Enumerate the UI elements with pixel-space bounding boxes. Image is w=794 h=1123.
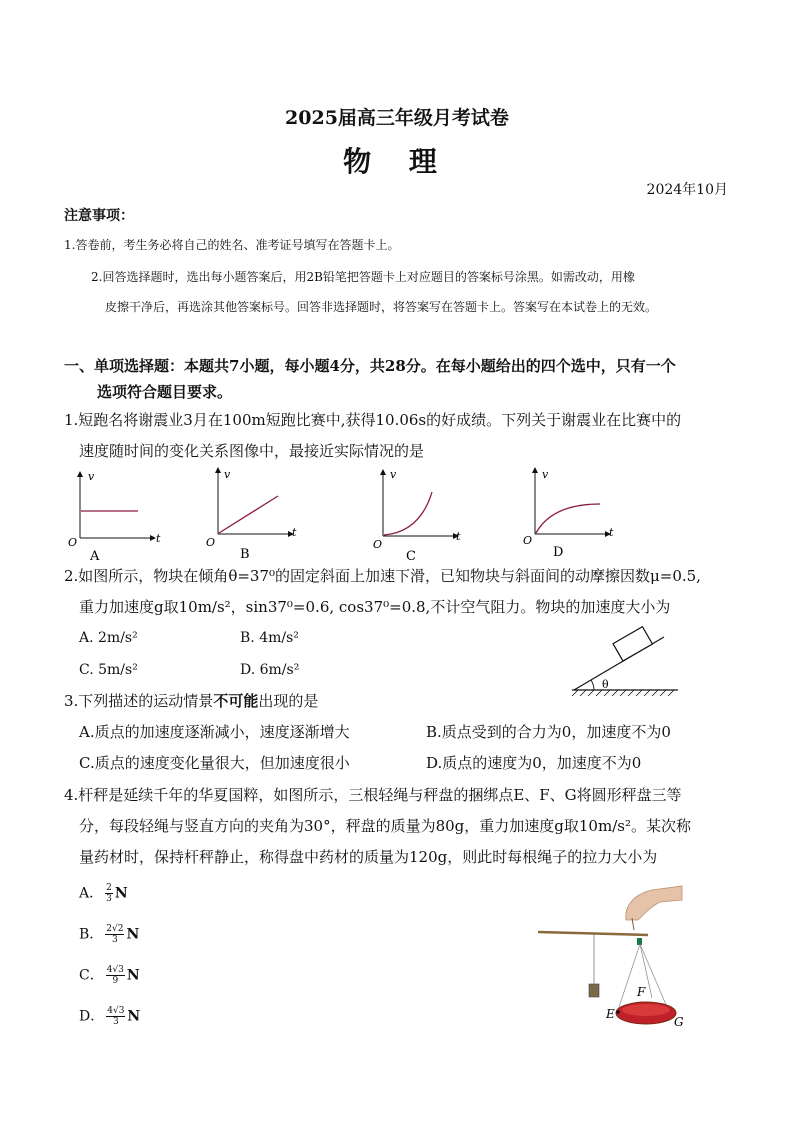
note-1: 1.答卷前，考生务必将自己的姓名、准考证号填写在答题卡上。 bbox=[64, 238, 400, 252]
q4-option-d[interactable]: D． $\frac{4√3}{3}$ N bbox=[79, 1006, 141, 1027]
notes-heading: 注意事项： bbox=[64, 208, 134, 224]
graph-b-t-label: t bbox=[292, 526, 297, 539]
graph-b-curve bbox=[219, 496, 278, 533]
q2-option-a[interactable]: A. 2m/s² bbox=[79, 630, 138, 646]
q4-stem-cont2: 量药材时，保持杆秤静止，称得盘中药材的质量为120g，则此时每根绳子的拉力大小为 bbox=[79, 848, 658, 866]
note-2-cont: 皮擦干净后，再选涂其他答案标号。回答非选择题时，将答案写在答题卡上。答案写在本试卷上的无效。 bbox=[105, 300, 658, 314]
q3-option-b[interactable]: B.质点受到的合力为0，加速度不为0 bbox=[426, 723, 671, 741]
q2-stem: 2.如图所示，物块在倾角θ=37⁰的固定斜面上加速下滑，已知物块与斜面间的动摩擦因数μ=0.5, bbox=[64, 567, 701, 585]
graph-a[interactable] bbox=[68, 470, 161, 564]
note-2: 2.回答选择题时，选出每小题答案后，用2B铅笔把答题卡上对应题目的答案标号涂黑。如需改动，用橡 bbox=[91, 270, 635, 284]
q2-option-c[interactable]: C. 5m/s² bbox=[79, 662, 138, 678]
q2-stem-cont: 重力加速度g取10m/s²，sin37⁰=0.6, cos37⁰=0.8,不计空气阻力。物块的加速度大小为 bbox=[79, 598, 671, 616]
graph-a-origin: O bbox=[68, 536, 78, 549]
point-f: F bbox=[637, 985, 646, 999]
subject-title: 物 理 bbox=[343, 145, 451, 178]
graph-d-label: D bbox=[553, 545, 564, 560]
graph-d-curve bbox=[536, 504, 600, 533]
q1-graphs bbox=[60, 466, 680, 566]
q4-option-a[interactable]: A． $\frac{2}{3}$ N bbox=[79, 883, 128, 904]
q1-stem-cont: 速度随时间的变化关系图像中，最接近实际情况的是 bbox=[79, 442, 425, 460]
counterweight bbox=[589, 984, 599, 997]
graph-c-label: C bbox=[406, 549, 416, 564]
q4-option-b[interactable]: B． $\frac{2√2}{3}$ N bbox=[79, 924, 140, 945]
q3-option-d[interactable]: D.质点的速度为0，加速度不为0 bbox=[426, 754, 642, 772]
incline-figure bbox=[566, 615, 686, 697]
graph-b[interactable] bbox=[206, 468, 297, 562]
angle-theta: θ bbox=[602, 678, 609, 691]
section-heading-cont: 选项符合题目要求。 bbox=[97, 383, 233, 401]
graph-d-v-label: v bbox=[542, 468, 549, 481]
q4-stem-cont: 分，每段轻绳与竖直方向的夹角为30°，秤盘的质量为80g，重力加速度g取10m/s²。某次称 bbox=[79, 817, 691, 835]
graph-c-origin: O bbox=[373, 538, 383, 551]
graph-a-label: A bbox=[90, 549, 100, 564]
steelyard-rod bbox=[538, 932, 648, 935]
graph-c-v-label: v bbox=[390, 468, 397, 481]
graph-d-t-label: t bbox=[609, 526, 614, 539]
q2-option-b[interactable]: B. 4m/s² bbox=[240, 630, 299, 646]
graph-d[interactable] bbox=[523, 468, 614, 560]
point-e: E bbox=[606, 1007, 615, 1021]
q3-option-c[interactable]: C.质点的速度变化量很大，但加速度很小 bbox=[79, 754, 350, 772]
steelyard-figure bbox=[534, 882, 686, 1032]
exam-title: 2025届高三年级月考试卷 bbox=[285, 107, 509, 129]
exam-date: 2024年10月 bbox=[646, 182, 728, 198]
graph-d-origin: O bbox=[523, 534, 533, 547]
graph-b-origin: O bbox=[206, 536, 216, 549]
q4-option-c[interactable]: C． $\frac{4√3}{9}$ N bbox=[79, 965, 140, 986]
point-g: G bbox=[674, 1015, 684, 1029]
q4-stem: 4.杆秤是延续千年的华夏国粹，如图所示，三根轻绳与秤盘的捆绑点E、F、G将圆形秤盘三等 bbox=[64, 786, 682, 804]
section-heading: 一、单项选择题：本题共7小题，每小题4分，共28分。在每小题给出的四个选中，只有一个 bbox=[64, 357, 676, 375]
block bbox=[613, 627, 652, 661]
graph-a-t-label: t bbox=[156, 532, 161, 545]
q3-option-a[interactable]: A.质点的加速度逐渐减小，速度逐渐增大 bbox=[79, 723, 350, 741]
graph-c[interactable] bbox=[373, 468, 461, 564]
graph-c-curve bbox=[384, 492, 432, 535]
graph-b-v-label: v bbox=[224, 468, 231, 481]
graph-b-label: B bbox=[240, 547, 250, 562]
q1-stem: 1.短跑名将谢震业3月在100m短跑比赛中,获得10.06s的好成绩。下列关于谢震业在比赛中的 bbox=[64, 411, 682, 429]
q2-option-d[interactable]: D. 6m/s² bbox=[240, 662, 300, 678]
hand bbox=[626, 886, 682, 920]
q3-stem: 3.下列描述的运动情景不可能出现的是 bbox=[64, 692, 319, 710]
graph-c-t-label: t bbox=[456, 530, 461, 543]
graph-a-v-label: v bbox=[88, 470, 95, 483]
